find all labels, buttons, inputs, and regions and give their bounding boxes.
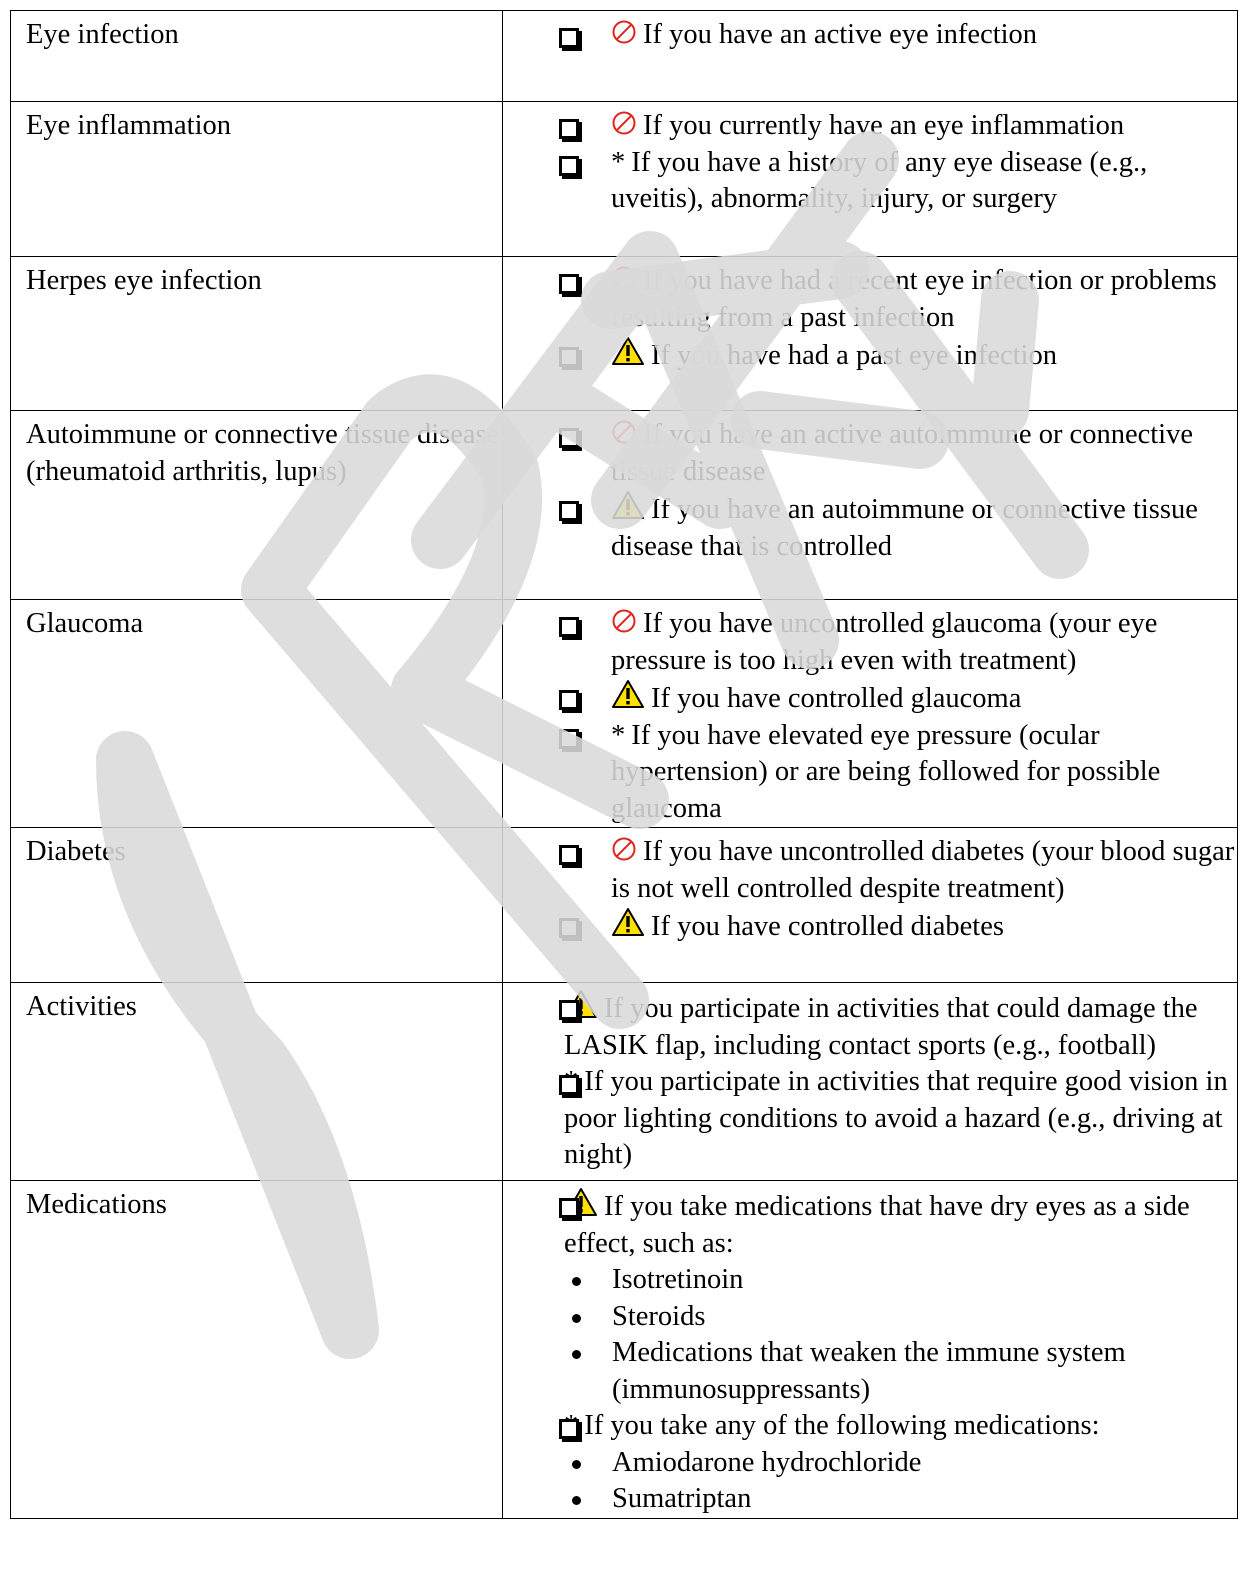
prohibited-icon bbox=[611, 419, 637, 445]
criteria-cell bbox=[503, 600, 1238, 828]
table-row bbox=[11, 828, 1238, 983]
checkbox[interactable] bbox=[559, 690, 579, 710]
criteria-option bbox=[555, 834, 1237, 907]
criteria-option bbox=[555, 336, 1237, 375]
condition-label: Glaucoma bbox=[26, 608, 144, 639]
criteria-text: If you have uncontrolled glaucoma (your eye pressure is too high even with treatment) bbox=[611, 608, 1158, 676]
criteria-option bbox=[555, 907, 1237, 946]
criteria-cell bbox=[503, 102, 1238, 257]
criteria-option bbox=[555, 417, 1237, 490]
criteria-option bbox=[555, 17, 1237, 54]
condition-label: Herpes eye infection bbox=[26, 265, 262, 296]
criteria-text: If you have an active eye infection bbox=[643, 19, 1038, 50]
criteria-cell bbox=[503, 828, 1238, 983]
table-row bbox=[11, 983, 1238, 1181]
criteria-text: If you have an autoimmune or connective tissue disease that is controlled bbox=[611, 494, 1198, 562]
condition-cell bbox=[11, 102, 503, 257]
checkbox[interactable] bbox=[559, 347, 579, 367]
criteria-option bbox=[555, 490, 1237, 565]
criteria-text: If you take any of the following medications: bbox=[584, 1410, 1100, 1441]
table-row bbox=[11, 1181, 1238, 1519]
criteria-option bbox=[555, 108, 1237, 145]
asterisk-marker: * bbox=[611, 719, 626, 751]
condition-label: Eye infection bbox=[26, 19, 179, 50]
checkbox[interactable] bbox=[559, 1075, 579, 1095]
prohibited-icon bbox=[611, 836, 637, 862]
criteria-text: If you take medications that have dry eyes as a side effect, such as: bbox=[564, 1191, 1190, 1259]
condition-cell bbox=[11, 1181, 503, 1519]
table-row bbox=[11, 102, 1238, 257]
checkbox[interactable] bbox=[559, 28, 579, 48]
condition-cell bbox=[11, 257, 503, 411]
warning-icon bbox=[611, 336, 645, 366]
prohibited-icon bbox=[611, 265, 637, 291]
criteria-text: If you have uncontrolled diabetes (your blood sugar is not well controlled despite treatment) bbox=[611, 836, 1235, 904]
checkbox[interactable] bbox=[559, 274, 579, 294]
criteria-text: If you have had a past eye infection bbox=[651, 340, 1057, 371]
list-item: Sumatriptan bbox=[564, 1481, 1237, 1518]
condition-cell bbox=[11, 828, 503, 983]
criteria-text: If you participate in activities that require good vision in poor lighting conditions to avoid a hazard (e.g., driving at night) bbox=[564, 1066, 1228, 1170]
warning-icon bbox=[611, 679, 645, 709]
criteria-cell bbox=[503, 1181, 1238, 1519]
condition-cell bbox=[11, 983, 503, 1181]
bullet-list bbox=[564, 1262, 1237, 1408]
criteria-option bbox=[555, 1408, 1237, 1518]
prohibited-icon bbox=[611, 608, 637, 634]
bullet-list bbox=[564, 1445, 1237, 1518]
asterisk-marker: * bbox=[611, 146, 626, 178]
checkbox[interactable] bbox=[559, 119, 579, 139]
condition-label: Diabetes bbox=[26, 836, 126, 867]
criteria-cell bbox=[503, 257, 1238, 411]
criteria-option bbox=[555, 989, 1237, 1064]
checkbox[interactable] bbox=[559, 918, 579, 938]
warning-icon bbox=[611, 907, 645, 937]
checkbox[interactable] bbox=[559, 845, 579, 865]
condition-cell bbox=[11, 600, 503, 828]
table-row bbox=[11, 11, 1238, 102]
prohibited-icon bbox=[611, 19, 637, 45]
condition-label: Medications bbox=[26, 1189, 167, 1220]
criteria-cell bbox=[503, 411, 1238, 600]
list-item: Steroids bbox=[564, 1299, 1237, 1336]
warning-icon bbox=[611, 490, 645, 520]
condition-cell bbox=[11, 11, 503, 102]
checkbox[interactable] bbox=[559, 1198, 579, 1218]
table-row bbox=[11, 257, 1238, 411]
table-row bbox=[11, 600, 1238, 828]
criteria-text: If you participate in activities that could damage the LASIK flap, including contact sports (e.g., football) bbox=[564, 993, 1198, 1061]
criteria-text: If you have controlled glaucoma bbox=[651, 683, 1022, 714]
criteria-cell bbox=[503, 11, 1238, 102]
criteria-text: If you have elevated eye pressure (ocular hypertension) or are being followed for possible glaucoma bbox=[611, 719, 1161, 824]
condition-label: Autoimmune or connective tissue disease (rheumatoid arthritis, lupus) bbox=[26, 419, 500, 487]
criteria-option bbox=[555, 263, 1237, 336]
list-item: Amiodarone hydrochloride bbox=[564, 1445, 1237, 1482]
criteria-option bbox=[555, 145, 1237, 218]
checkbox[interactable] bbox=[559, 1419, 579, 1439]
checkbox[interactable] bbox=[559, 156, 579, 176]
criteria-option bbox=[555, 718, 1237, 828]
prohibited-icon bbox=[611, 110, 637, 136]
table-row bbox=[11, 411, 1238, 600]
criteria-option bbox=[555, 1064, 1237, 1174]
checkbox[interactable] bbox=[559, 501, 579, 521]
list-item: Isotretinoin bbox=[564, 1262, 1237, 1299]
checkbox[interactable] bbox=[559, 428, 579, 448]
criteria-text: If you have controlled diabetes bbox=[651, 911, 1004, 942]
checkbox[interactable] bbox=[559, 729, 579, 749]
criteria-option bbox=[555, 679, 1237, 718]
condition-label: Activities bbox=[26, 991, 137, 1022]
criteria-option bbox=[555, 1187, 1237, 1408]
criteria-text: If you have had a recent eye infection or problems resulting from a past infection bbox=[611, 265, 1217, 333]
criteria-text: If you have an active autoimmune or connective tissue disease bbox=[611, 419, 1193, 487]
criteria-option bbox=[555, 606, 1237, 679]
list-item: Medications that weaken the immune system (immunosuppressants) bbox=[564, 1335, 1237, 1408]
condition-label: Eye inflammation bbox=[26, 110, 231, 141]
checkbox[interactable] bbox=[559, 1000, 579, 1020]
contraindications-table bbox=[10, 10, 1238, 1519]
checkbox[interactable] bbox=[559, 617, 579, 637]
criteria-cell bbox=[503, 983, 1238, 1181]
criteria-text: If you have a history of any eye disease (e.g., uveitis), abnormality, injury, or surgery bbox=[611, 146, 1148, 214]
criteria-text: If you currently have an eye inflammation bbox=[643, 110, 1125, 141]
condition-cell bbox=[11, 411, 503, 600]
